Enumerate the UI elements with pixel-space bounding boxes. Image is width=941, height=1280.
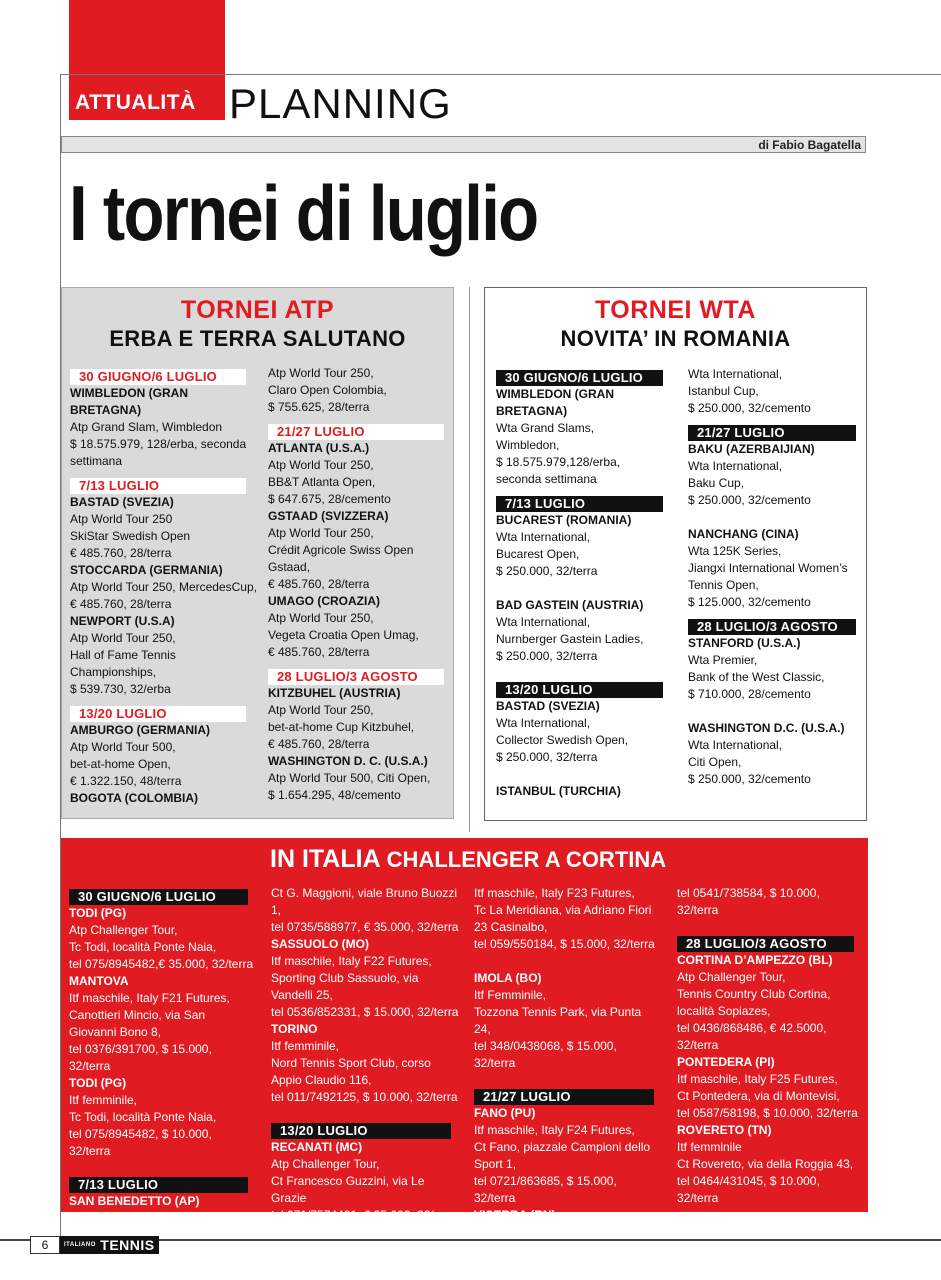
italia-fano-name: FANO (PU)	[474, 1106, 536, 1120]
wta-wash-name: WASHINGTON D.C. (U.S.A.)	[688, 721, 845, 735]
wta-stanford-l3: $ 710.000, 28/cemento	[688, 687, 811, 701]
wta-col-1	[496, 370, 668, 800]
wta-col-2	[688, 366, 860, 788]
italia-rovereto-name: ROVERETO (TN)	[677, 1123, 772, 1137]
wta-badgastein-l2: Nurnberger Gastein Ladies,	[496, 632, 644, 646]
atp-atlanta-l1: Atp World Tour 250,	[268, 458, 374, 472]
atp-amburgo-l1: Atp World Tour 500,	[70, 740, 176, 754]
atp-gstaad-name: GSTAAD (SVIZZERA)	[268, 509, 389, 523]
wta-bucarest-l1: Wta International,	[496, 530, 591, 544]
wta-nanchang-l3: $ 125.000, 32/cemento	[688, 595, 811, 609]
wta-wimbledon-l3: $ 18.575.979,128/erba, seconda settimana	[496, 455, 621, 486]
wta-subtitle: NOVITA’ IN ROMANIA	[560, 326, 791, 351]
atp-date-1: 30 GIUGNO/6 LUGLIO	[70, 369, 246, 385]
wta-istanbul-name: ISTANBUL (TURCHIA)	[496, 784, 621, 798]
magazine-logo-small: ITALIANO	[64, 1242, 96, 1248]
italia-pontedera-l2: Ct Pontedera, via di Montevisi,	[677, 1089, 840, 1103]
atp-amburgo-l3: € 1.322.150, 48/terra	[70, 774, 182, 788]
italia-imola-l1: Itf Femminile,	[474, 988, 547, 1002]
italia-viserba-l1: Itf femminile,	[474, 1225, 543, 1239]
italia-sassuolo-l1: Itf maschile, Italy F22 Futures,	[271, 954, 432, 968]
wta-date-1: 30 GIUGNO/6 LUGLIO	[496, 370, 663, 386]
wta-stanford-l2: Bank of the West Classic,	[688, 670, 825, 684]
atp-kitz-name: KITZBUHEL (AUSTRIA)	[268, 686, 401, 700]
byline-bar	[61, 136, 866, 153]
wta-baku-name: BAKU (AZERBAIJIAN)	[688, 442, 815, 456]
atp-bastad-name: BASTAD (SVEZIA)	[70, 495, 174, 509]
italia-cortina-name: CORTINA D’AMPEZZO (BL)	[677, 953, 833, 967]
atp-wash-l2: $ 1.654.295, 48/cemento	[268, 788, 401, 802]
wta-title: TORNEI WTA	[594, 296, 756, 324]
wta-date-2: 7/13 LUGLIO	[496, 496, 663, 512]
italia-imola-name: IMOLA (BO)	[474, 971, 542, 985]
atp-wimbledon-l2: $ 18.575.979, 128/erba, seconda settimana	[70, 437, 247, 468]
italia-title-main: IN ITALIA	[270, 845, 380, 873]
atp-date-2: 7/13 LUGLIO	[70, 478, 246, 494]
italia-todi1-name: TODI (PG)	[69, 906, 127, 920]
italia-todi1-l1: Atp Challenger Tour,	[69, 923, 178, 937]
italia-fano-l3: tel 0721/863685, $ 15.000, 32/terra	[474, 1174, 617, 1205]
italia-cortina-l3: tel 0436/868486, € 42.5000, 32/terra	[677, 1021, 827, 1052]
italia-todi1-l2: Tc Todi, località Ponte Naia,	[69, 940, 217, 954]
atp-umago-l3: € 485.760, 28/terra	[268, 645, 370, 659]
italia-fano-l1: Itf maschile, Italy F24 Futures,	[474, 1123, 635, 1137]
italia-todi1-l3: tel 075/8945482,€ 35.000, 32/terra	[69, 957, 254, 971]
atp-bogota-l2: Claro Open Colombia,	[268, 383, 387, 397]
italia-pontedera-l1: Itf maschile, Italy F25 Futures,	[677, 1072, 838, 1086]
italia-sassuolo-l2: Sporting Club Sassuolo, via Vandelli 25,	[271, 971, 419, 1002]
italia-date-5: 28 LUGLIO/3 AGOSTO	[677, 936, 854, 952]
italia-date-4: 21/27 LUGLIO	[474, 1089, 654, 1105]
italia-viserba-name: VISERBA (RN)	[474, 1208, 556, 1222]
italia-todi2-name: TODI (PG)	[69, 1076, 127, 1090]
italia-mantova-l1: Itf maschile, Italy F21 Futures,	[69, 991, 230, 1005]
atp-bogota-l1: Atp World Tour 250,	[268, 366, 374, 380]
italia-mantova-name: MANTOVA	[69, 974, 129, 988]
atp-wash-l1: Atp World Tour 500, Citi Open,	[268, 771, 431, 785]
wta-nanchang-l1: Wta 125K Series,	[688, 544, 782, 558]
italia-recanati-name: RECANATI (MC)	[271, 1140, 363, 1154]
atp-gstaad-l2: Crédit Agricole Swiss Open Gstaad,	[268, 543, 414, 574]
atp-kitz-l3: € 485.760, 28/terra	[268, 737, 370, 751]
italia-cortina-l2: Tennis Country Club Cortina, località Sopiazes,	[677, 987, 831, 1018]
italia-pontedera-name: PONTEDERA (PI)	[677, 1055, 775, 1069]
atp-date-5: 28 LUGLIO/3 AGOSTO	[268, 669, 444, 685]
italia-todi2-l2: Tc Todi, località Ponte Naia,	[69, 1110, 217, 1124]
wta-wimbledon-l2: Wimbledon,	[496, 438, 560, 452]
wta-nanchang-name: NANCHANG (CINA)	[688, 527, 799, 541]
wta-badgastein-l3: $ 250.000, 32/terra	[496, 649, 598, 663]
atp-umago-l2: Vegeta Croatia Open Umag,	[268, 628, 419, 642]
wta-bastad-l3: $ 250.000, 32/terra	[496, 750, 598, 764]
wta-stanford-name: STANFORD (U.S.A.)	[688, 636, 801, 650]
atp-bastad-l1: Atp World Tour 250	[70, 512, 173, 526]
atp-stoccarda-l1: Atp World Tour 250, MercedesCup,	[70, 580, 257, 594]
wta-bastad-l2: Collector Swedish Open,	[496, 733, 629, 747]
italia-sanbenedetto-l1: Atp Challenger Tour,	[69, 1211, 178, 1225]
wta-date-5: 28 LUGLIO/3 AGOSTO	[688, 619, 856, 635]
atp-date-3: 13/20 LUGLIO	[70, 706, 246, 722]
italia-subtitle: CHALLENGER A CORTINA	[386, 847, 667, 872]
italia-sanbenedetto-l3: tel 0735/588977, € 35.000, 32/terra	[271, 920, 459, 934]
italia-todi2-l3: tel 075/8945482, $ 10.000, 32/terra	[69, 1127, 212, 1158]
italia-mantova-l2: Canottieri Mincio, via San Giovanni Bono 8,	[69, 1008, 206, 1039]
atp-wimbledon-name: WIMBLEDON (GRAN BRETAGNA)	[70, 386, 188, 417]
atp-date-4: 21/27 LUGLIO	[268, 424, 444, 440]
wta-nanchang-l2: Jiangxi International Women’s Tennis Open,	[688, 561, 848, 592]
italia-fano-l2: Ct Fano, piazzale Campioni dello Sport 1,	[474, 1140, 651, 1171]
magazine-logo	[60, 1236, 159, 1254]
atp-bastad-l2: SkiStar Swedish Open	[70, 529, 191, 543]
wta-date-3: 13/20 LUGLIO	[496, 682, 663, 698]
italia-todi2-l1: Itf femminile,	[69, 1093, 138, 1107]
wta-badgastein-name: BAD GASTEIN (AUSTRIA)	[496, 598, 644, 612]
italia-sassuolo-name: SASSUOLO (MO)	[271, 937, 369, 951]
wta-stanford-l1: Wta Premier,	[688, 653, 758, 667]
italia-date-2: 7/13 LUGLIO	[69, 1177, 248, 1193]
italia-imola-l2: Tozzona Tennis Park, via Punta 24,	[474, 1005, 642, 1036]
byline: di Fabio Bagatella	[758, 138, 861, 152]
italia-modena-l1: Itf maschile, Italy F23 Futures,	[474, 886, 635, 900]
italia-mantova-l3: tel 0376/391700, $ 15.000, 32/terra	[69, 1042, 212, 1073]
atp-bogota-name: BOGOTA (COLOMBIA)	[70, 791, 198, 805]
atp-col-1	[70, 369, 260, 807]
atp-newport-name: NEWPORT (U.S.A)	[70, 614, 175, 628]
wta-bucarest-name: BUCAREST (ROMANIA)	[496, 513, 632, 527]
atp-newport-l2: Hall of Fame Tennis Championships,	[70, 648, 176, 679]
atp-wash-name: WASHINGTON D. C. (U.S.A.)	[268, 754, 428, 768]
magazine-logo-text: TENNIS	[100, 1237, 155, 1253]
wta-wash-l2: Citi Open,	[688, 755, 742, 769]
italia-rovereto-l1: Itf femminile	[677, 1140, 742, 1154]
wta-box	[484, 287, 867, 821]
wta-wimbledon-name: WIMBLEDON (GRAN BRETAGNA)	[496, 387, 614, 418]
wta-wash-l3: $ 250.000, 32/cemento	[688, 772, 811, 786]
atp-atlanta-l3: $ 647.675, 28/cemento	[268, 492, 391, 506]
italia-torino-l1: Itf femminile,	[271, 1039, 340, 1053]
atp-wimbledon-l1: Atp Grand Slam, Wimbledon	[70, 420, 223, 434]
atp-umago-name: UMAGO (CROAZIA)	[268, 594, 380, 608]
italia-sanbenedetto-l2: Ct G. Maggioni, viale Bruno Buozzi 1,	[271, 886, 458, 917]
italia-sanbenedetto-name: SAN BENEDETTO (AP)	[69, 1194, 200, 1208]
wta-bucarest-l3: $ 250.000, 32/terra	[496, 564, 598, 578]
atp-amburgo-l2: bet-at-home Open,	[70, 757, 171, 771]
atp-col-2	[268, 365, 450, 804]
atp-atlanta-name: ATLANTA (U.S.A.)	[268, 441, 370, 455]
wta-baku-l3: $ 250.000, 32/cemento	[688, 493, 811, 507]
italia-recanati-l3: tel 071/7574401, € 35.000, 32/ cemento	[271, 1208, 434, 1239]
wta-baku-l1: Wta International,	[688, 459, 783, 473]
atp-title: TORNEI ATP	[180, 296, 335, 324]
italia-rovereto-l2: Ct Rovereto, via della Roggia 43,	[677, 1157, 854, 1171]
atp-gstaad-l1: Atp World Tour 250,	[268, 526, 374, 540]
italia-viserba-l3: tel 0541/738584, $ 10.000, 32/terra	[677, 886, 820, 917]
top-rule	[60, 74, 941, 75]
atp-atlanta-l2: BB&T Atlanta Open,	[268, 475, 376, 489]
atp-kitz-l2: bet-at-home Cup Kitzbuhel,	[268, 720, 415, 734]
wta-istanbul-l3: $ 250.000, 32/cemento	[688, 401, 811, 415]
italia-torino-name: TORINO	[271, 1022, 318, 1036]
atp-umago-l1: Atp World Tour 250,	[268, 611, 374, 625]
wta-istanbul-l2: Istanbul Cup,	[688, 384, 759, 398]
atp-amburgo-name: AMBURGO (GERMANIA)	[70, 723, 210, 737]
italia-viserba-l2: Ct Viserba, via P. Marconi 78 Viserba di Rimini,	[474, 1242, 628, 1273]
page-number: 6	[30, 1236, 60, 1254]
wta-wimbledon-l1: Wta Grand Slams,	[496, 421, 595, 435]
atp-subtitle: ERBA E TERRA SALUTANO	[109, 326, 406, 351]
italia-modena-l3: tel 059/550184, $ 15.000, 32/terra	[474, 937, 655, 951]
wta-wash-l1: Wta International,	[688, 738, 783, 752]
wta-bastad-name: BASTAD (SVEZIA)	[496, 699, 600, 713]
italia-col-3	[474, 885, 659, 1275]
italia-title	[270, 845, 666, 874]
wta-badgastein-l1: Wta International,	[496, 615, 591, 629]
wta-istanbul-l1: Wta International,	[688, 367, 783, 381]
wta-bucarest-l2: Bucarest Open,	[496, 547, 580, 561]
atp-gstaad-l3: € 485.760, 28/terra	[268, 577, 370, 591]
italia-rovereto-l3: tel 0464/431045, $ 10.000, 32/terra	[677, 1174, 820, 1205]
italia-torino-l2: Nord Tennis Sport Club, corso Appio Claudio 116,	[271, 1056, 431, 1087]
section-title: PLANNING	[229, 80, 452, 127]
section-label: ATTUALITÀ	[75, 91, 196, 114]
italia-col-4	[677, 885, 862, 1207]
italia-cortina-l1: Atp Challenger Tour,	[677, 970, 786, 984]
headline: I tornei di luglio	[69, 169, 538, 257]
italia-sassuolo-l3: tel 0536/852331, $ 15.000, 32/terra	[271, 1005, 459, 1019]
italia-col-2	[271, 885, 459, 1258]
atp-bogota-l3: $ 755.625, 28/terra	[268, 400, 370, 414]
italia-torino-l3: tel 011/7492125, $ 10.000, 32/terra	[271, 1090, 458, 1104]
wta-baku-l2: Baku Cup,	[688, 476, 745, 490]
italia-pontedera-l3: tel 0587/58198, $ 10.000, 32/terra	[677, 1106, 858, 1120]
atp-stoccarda-l2: € 485.760, 28/terra	[70, 597, 172, 611]
italia-modena-name: MODENA	[271, 1242, 325, 1256]
wta-bastad-l1: Wta International,	[496, 716, 591, 730]
italia-modena-l2: Tc La Meridiana, via Adriano Fiori 23 Casinalbo,	[474, 903, 652, 934]
atp-newport-l1: Atp World Tour 250,	[70, 631, 176, 645]
wta-date-4: 21/27 LUGLIO	[688, 425, 856, 441]
italia-date-1: 30 GIUGNO/6 LUGLIO	[69, 889, 248, 905]
atp-box	[61, 287, 454, 819]
italia-recanati-l1: Atp Challenger Tour,	[271, 1157, 380, 1171]
column-divider	[469, 287, 470, 832]
atp-bastad-l3: € 485.760, 28/terra	[70, 546, 172, 560]
italia-imola-l3: tel 348/0438068, $ 15.000, 32/terra	[474, 1039, 617, 1070]
italia-col-1	[69, 889, 254, 1227]
italia-recanati-l2: Ct Francesco Guzzini, via Le Grazie	[271, 1174, 425, 1205]
italia-date-3: 13/20 LUGLIO	[271, 1123, 451, 1139]
atp-newport-l3: $ 539.730, 32/erba	[70, 682, 171, 696]
atp-stoccarda-name: STOCCARDA (GERMANIA)	[70, 563, 223, 577]
atp-kitz-l1: Atp World Tour 250,	[268, 703, 374, 717]
